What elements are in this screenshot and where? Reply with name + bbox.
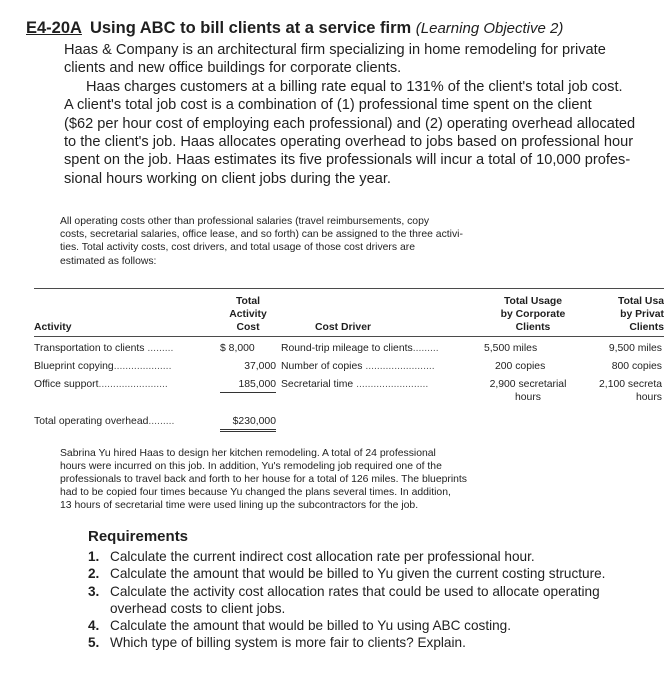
header-cost-driver: Cost Driver xyxy=(315,322,372,333)
table-row-driver: Number of copies ........................ xyxy=(281,361,435,372)
intro-line: Haas charges customers at a billing rate equal to 131% of the client's total job cost. xyxy=(86,78,623,95)
requirement-item: 5. Which type of billing system is more fair to clients? Explain. xyxy=(88,635,466,651)
problem-id: E4-20A xyxy=(26,19,82,37)
intro-line: ($62 per hour cost of employing each professional) and (2) operating overhead allocated xyxy=(64,115,636,132)
table-row-private-usage: 2,100 secreta hours xyxy=(599,379,662,403)
requirement-item: 3. Calculate the activity cost allocation rates that could be used to allocate operating overhead costs to client jobs. xyxy=(88,583,600,616)
table-row-corporate-usage: 5,500 miles xyxy=(484,343,538,354)
problem-title: Using ABC to bill clients at a service firm xyxy=(89,19,412,37)
intro-line: clients and new office buildings for corporate clients. xyxy=(64,60,402,77)
table-row-driver: Secretarial time ......................... xyxy=(281,379,429,390)
table-row-activity: Blueprint copying.................... xyxy=(34,361,172,372)
intro-text xyxy=(64,41,664,188)
table-top-rule xyxy=(34,288,664,289)
table-row-private-usage: 800 copies xyxy=(611,361,662,372)
requirements-heading: Requirements xyxy=(88,528,189,545)
table-row-corporate-usage: 200 copies xyxy=(495,361,546,372)
table-row-private-usage: 9,500 miles xyxy=(608,343,662,354)
activity-cost-table xyxy=(34,288,664,440)
intro-line: A client's total job cost is a combination of (1) professional time spent on the client xyxy=(64,97,592,114)
header-usage-private: Total Usa by Privat Clients xyxy=(618,296,664,333)
table-row-cost: 37,000 xyxy=(244,361,276,372)
header-usage-corporate: Total Usage by Corporate Clients xyxy=(500,296,566,333)
table-row-driver: Round-trip mileage to clients......... xyxy=(281,343,439,354)
text-line: had to be copied four times because Yu changed the plans several times. In addition, xyxy=(60,487,451,499)
text-line: costs, secretarial salaries, office lease, and so forth) can be assigned to the three activi- xyxy=(60,229,463,241)
text-line: estimated as follows: xyxy=(60,255,157,267)
text-line: hours were incurred on this job. In addition, Yu's remodeling job required one of the xyxy=(60,461,442,473)
learning-objective: (Learning Objective 2) xyxy=(415,20,564,37)
requirement-item: 2. Calculate the amount that would be billed to Yu given the current costing structure. xyxy=(88,566,606,582)
table-header-rule xyxy=(34,336,664,337)
total-operating-overhead-value: $230,000 xyxy=(220,416,276,432)
requirement-item: 1. Calculate the current indirect cost allocation rate per professional hour. xyxy=(88,549,535,564)
operating-costs-text xyxy=(60,215,540,268)
intro-line: sional hours working on client jobs during the year. xyxy=(64,170,391,187)
text-line: All operating costs other than professional salaries (travel reimbursements, copy xyxy=(60,216,430,227)
exercise-title xyxy=(26,18,563,39)
text-line: ties. Total activity costs, cost drivers, and total usage of those cost drivers are xyxy=(60,242,415,254)
text-line: 13 hours of secretarial time were used lining up the subcontractors for the job. xyxy=(60,500,419,512)
intro-line: to the client's job. Haas allocates operating overhead to jobs based on professional hour xyxy=(64,134,634,151)
table-row-cost: 185,000 xyxy=(220,379,276,393)
requirements-list xyxy=(88,548,664,652)
client-job-description xyxy=(34,447,554,512)
requirement-item: 4. Calculate the amount that would be billed to Yu using ABC costing. xyxy=(88,618,512,634)
table-row-activity: Transportation to clients ......... xyxy=(34,343,174,354)
table-row-activity: Office support........................ xyxy=(34,379,168,390)
table-row-corporate-usage: 2,900 secretarial hours xyxy=(489,379,567,403)
header-total-activity-cost: Total Activity Cost xyxy=(229,296,267,333)
intro-line: spent on the job. Haas estimates its five professionals will incur a total of 10,000 profes- xyxy=(64,152,631,169)
intro-line: Haas & Company is an architectural firm specializing in home remodeling for private xyxy=(64,42,606,58)
total-operating-overhead-label: Total operating overhead......... xyxy=(34,416,175,427)
text-line: Sabrina Yu hired Haas to design her kitchen remodeling. A total of 24 professional xyxy=(60,448,436,459)
header-activity: Activity xyxy=(34,322,72,333)
text-line: professionals to travel back and forth to her house for a total of 126 miles. The blueprints xyxy=(60,474,468,486)
table-row-cost: $ 8,000 xyxy=(220,343,255,354)
